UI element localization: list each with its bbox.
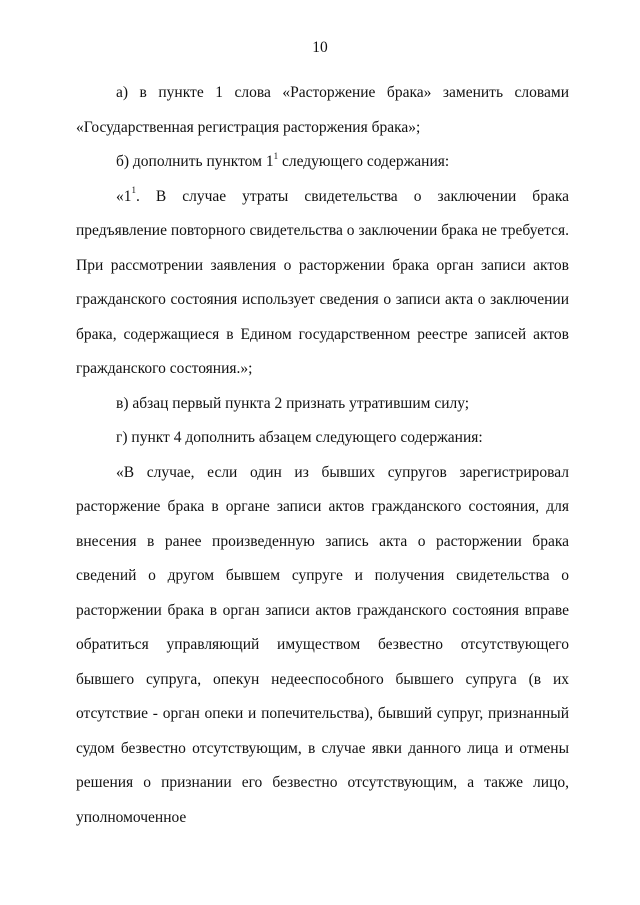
paragraph-g: г) пункт 4 дополнить абзацем следующего содержания:	[116, 429, 483, 446]
quoted-paragraph-point-4: «В случае, если один из бывших супругов зарегистрировал расторжение брака в органе записи актов гражданского состояния, для внесения в ранее произведенную запись акта о расторжении брака сведений о другом бывшем супруге и получения свидетельства о расторжении брака в орган записи актов гражданского состояния вправе обратиться управляющий имуществом безвестно отсутствующего бывшего супруга, опекун недееспособного бывшего супруга (в их отсутствие - орган опеки и попечительства), бывший супруг, признанный судом безвестно отсутствующим, в случае явки данного лица и отмены решения о признании его безвестно отсутствующим, а также лицо, уполномоченное	[76, 463, 569, 826]
quoted-point-1-1	[76, 180, 569, 387]
paragraph-b-text-end: следующего содержания:	[278, 153, 450, 170]
paragraph-b-superscript: 1	[273, 150, 279, 161]
paragraph-b-text: б) дополнить пунктом 1	[116, 153, 274, 170]
document-body	[76, 76, 569, 835]
quoted-point-text: . В случае утраты свидетельства о заключении брака предъявление повторного свидетельства о заключении брака не требуется. При рассмотрении заявления о расторжении брака орган записи актов гражданского состояния использует сведения о записи акта о заключении брака, содержащиеся в Едином государственном реестре записей актов гражданского состояния.»;	[76, 187, 569, 377]
quoted-point-number: «1	[116, 187, 132, 205]
paragraph-v: в) абзац первый пункта 2 признать утратившим силу;	[116, 394, 470, 412]
page-number: 10	[312, 39, 328, 56]
paragraph-a: а) в пункте 1 слова «Расторжение брака» заменить словами «Государственная регистрация расторжения брака»;	[76, 84, 569, 136]
quoted-point-superscript: 1	[131, 185, 136, 196]
paragraph-b	[76, 145, 569, 180]
